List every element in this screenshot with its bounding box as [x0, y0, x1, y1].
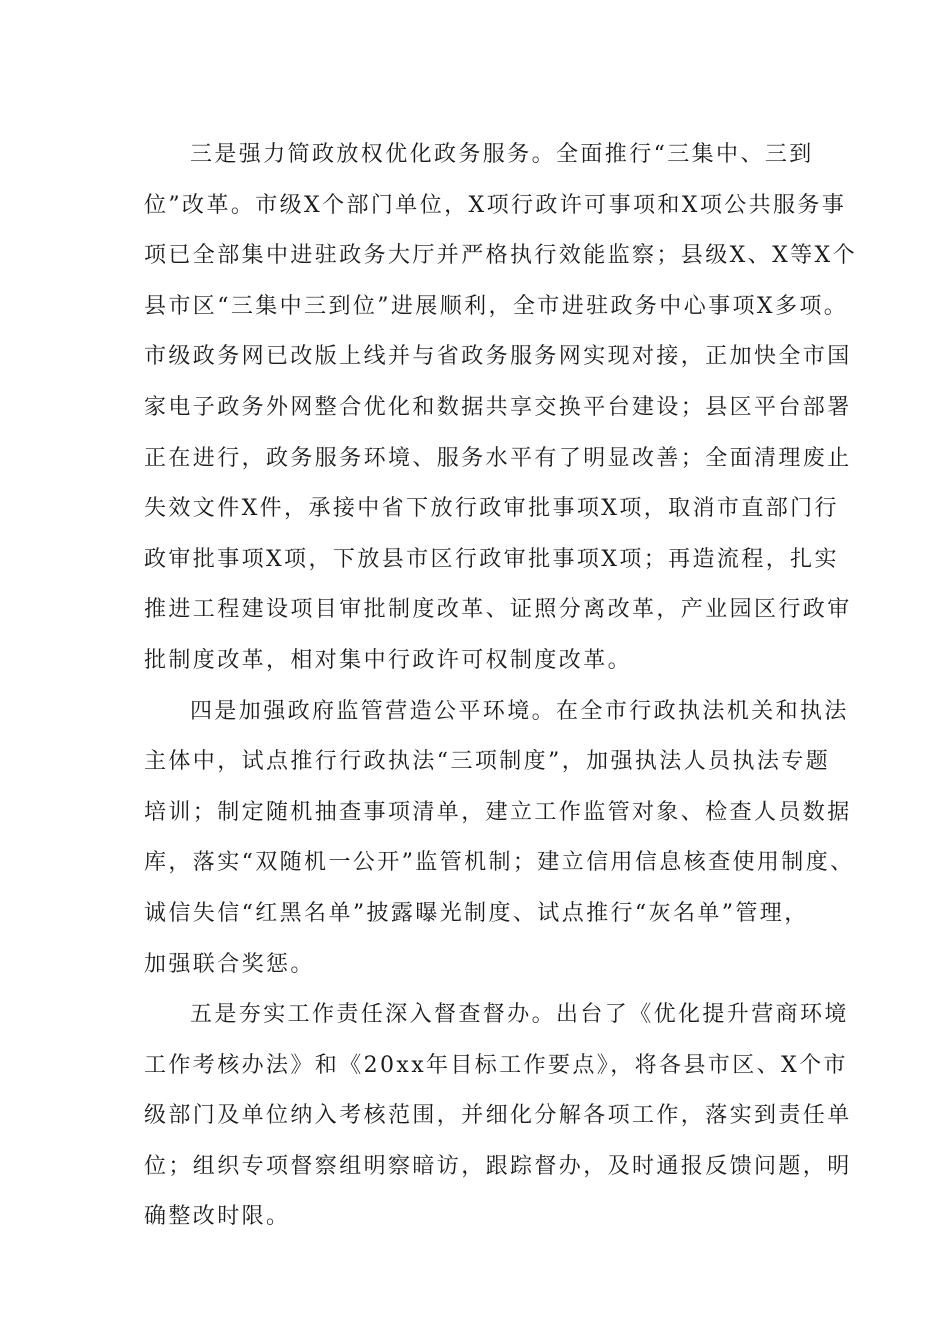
text-line: 县市区“三集中三到位”进展顺利，全市进驻政务中心事项X多项。 — [144, 293, 849, 319]
text-line: 工作考核办法》和《20xx年目标工作要点》，将各县市区、X个市 — [144, 1052, 848, 1078]
text-line: 正在进行，政务服务环境、服务水平有了明显改善；全面清理废止 — [144, 445, 852, 471]
text-line: 级部门及单位纳入考核范围，并细化分解各项工作，落实到责任单 — [144, 1103, 852, 1129]
text-line: 加强联合奖惩。 — [144, 951, 315, 977]
text-line: 家电子政务外网整合优化和数据共享交换平台建设；县区平台部署 — [144, 394, 852, 420]
text-line: 位；组织专项督察组明察暗访，跟踪督办，及时通报反馈问题，明 — [144, 1153, 852, 1179]
text-line: 三是强力简政放权优化政务服务。全面推行“三集中、三到 — [190, 142, 814, 167]
text-line: 库，落实“双随机一公开”监管机制；建立信用信息核查使用制度、 — [144, 850, 855, 876]
text-line: 批制度改革，相对集中行政许可权制度改革。 — [144, 647, 633, 673]
text-line: 四是加强政府监管营造公平环境。在全市行政执法机关和执法 — [190, 698, 849, 724]
text-line: 推进工程建设项目审批制度改革、证照分离改革，产业园区行政审 — [144, 597, 852, 623]
paragraph-government-supervision — [144, 687, 855, 991]
text-line: 主体中，试点推行行政执法“三项制度”，加强执法人员执法专题 — [144, 749, 831, 775]
text-line: 项已全部集中进驻政务大厅并严格执行效能监察；县级X、X等X个 — [144, 243, 857, 269]
paragraph-administrative-services — [144, 130, 857, 687]
text-line: 诚信失信“红黑名单”披露曝光制度、试点推行“灰名单”管理， — [144, 900, 809, 926]
text-line: 市级政务网已改版上线并与省政务服务网实现对接，正加快全市国 — [144, 344, 852, 370]
text-line: 培训；制定随机抽查事项清单，建立工作监管对象、检查人员数据 — [144, 799, 852, 825]
text-line: 确整改时限。 — [144, 1204, 291, 1230]
text-line: 位”改革。市级X个部门单位，X项行政许可事项和X项公共服务事 — [144, 192, 847, 218]
text-line: 失效文件X件，承接中省下放行政审批事项X项，取消市直部门行 — [144, 496, 839, 522]
document-body — [144, 130, 857, 1243]
paragraph-work-responsibility — [144, 990, 852, 1243]
text-line: 五是夯实工作责任深入督查督办。出台了《优化提升营商环境 — [190, 1002, 849, 1028]
text-line: 政审批事项X项，下放县市区行政审批事项X项；再造流程，扎实 — [144, 546, 839, 572]
